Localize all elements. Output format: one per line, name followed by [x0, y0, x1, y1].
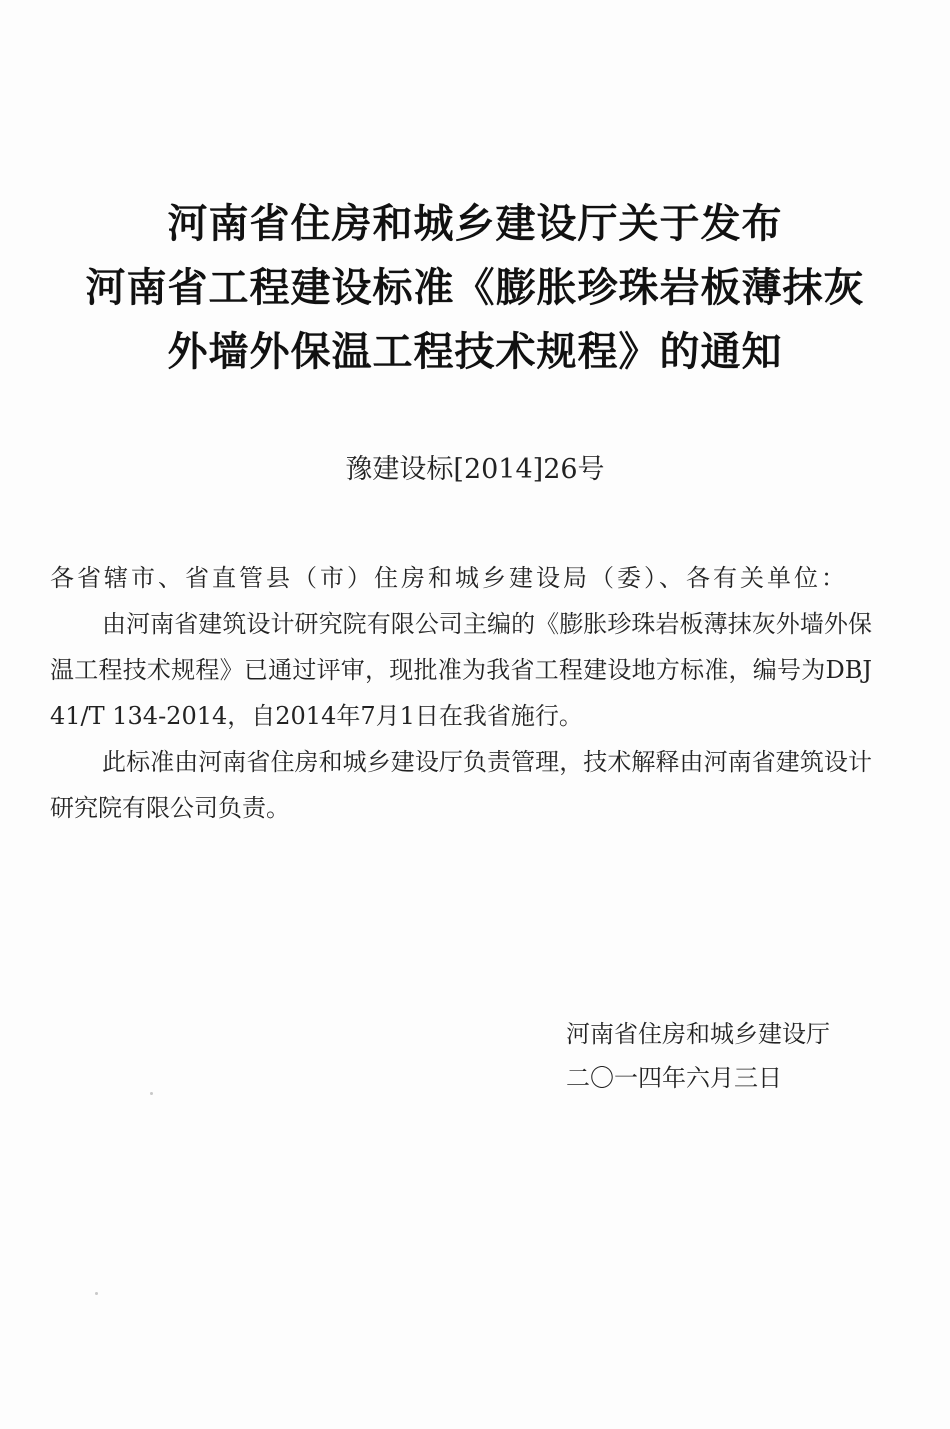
paragraph-management: 此标准由河南省住房和城乡建设厅负责管理，技术解释由河南省建筑设计研究院有限公司负责。 — [50, 748, 872, 822]
scan-speck — [95, 1292, 98, 1295]
scan-speck — [150, 1092, 153, 1095]
title-line-1: 河南省住房和城乡建设厅关于发布 — [167, 201, 783, 247]
issuing-organization: 河南省住房和城乡建设厅 — [566, 1020, 830, 1048]
notice-body — [50, 555, 872, 831]
document-number: 豫建设标[2014]26号 — [345, 454, 605, 485]
addressee: 各省辖市、省直管县（市）住房和城乡建设局（委）、各有关单位： — [50, 564, 848, 592]
notice-title — [0, 192, 950, 384]
paragraph-approval: 由河南省建筑设计研究院有限公司主编的《膨胀珍珠岩板薄抹灰外墙外保温工程技术规程》已通过评审，现批准为我省工程建设地方标准，编号为DBJ 41/T 134-2014，自2014年7月1日在我省施行。 — [50, 610, 872, 730]
title-line-3: 外墙外保温工程技术规程》的通知 — [167, 329, 783, 375]
title-line-2: 河南省工程建设标准《膨胀珍珠岩板薄抹灰 — [85, 265, 865, 311]
issue-date: 二〇一四年六月三日 — [566, 1064, 782, 1092]
signature-block — [566, 1012, 896, 1100]
